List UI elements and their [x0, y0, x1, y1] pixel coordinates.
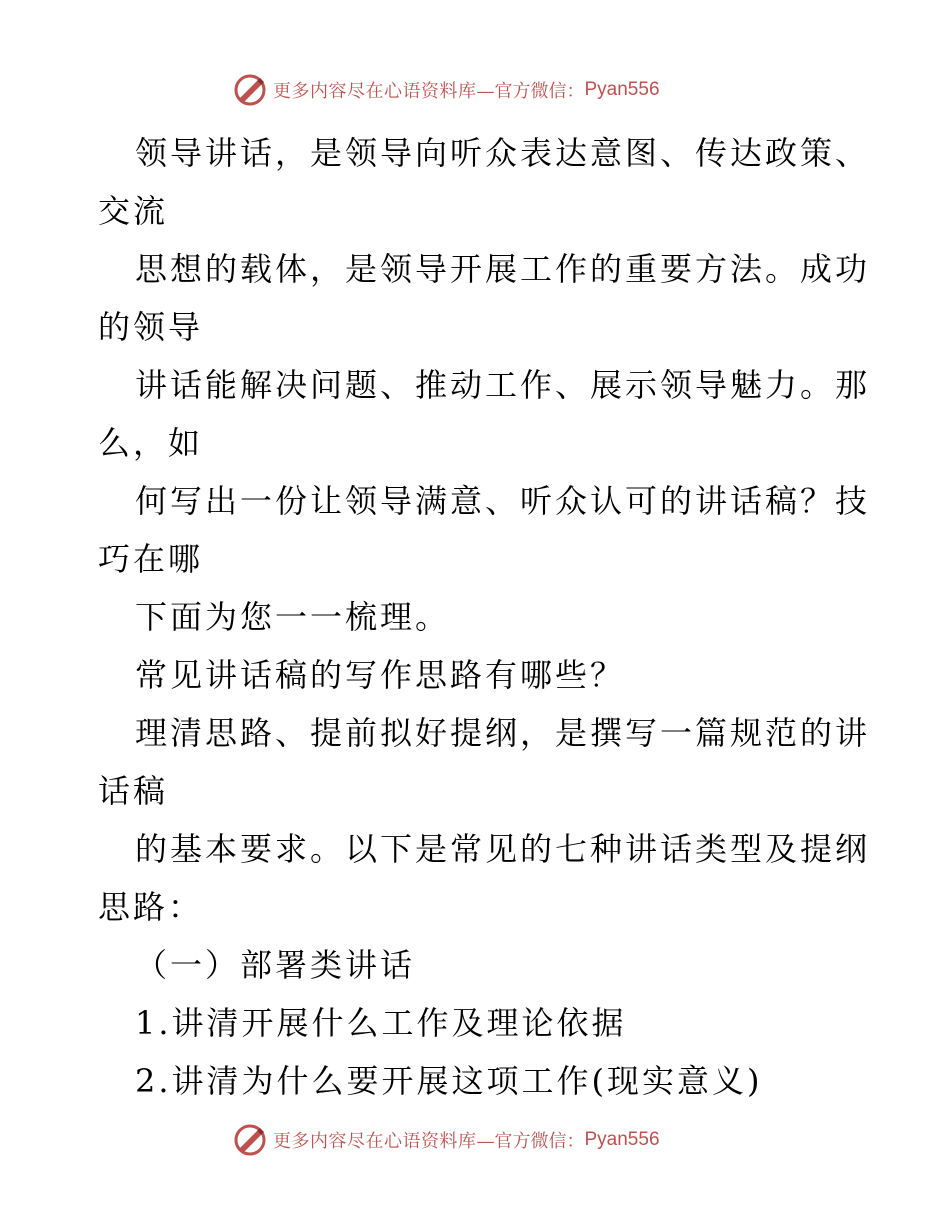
- watermark-separator: —官方微信：: [476, 81, 585, 102]
- pen-logo-icon: [233, 1123, 267, 1157]
- text-line: 话稿: [98, 772, 169, 810]
- section-heading: （一）部署类讲话: [135, 946, 416, 984]
- text-line: 交流: [98, 192, 169, 230]
- text-line: 思想的载体，是领导开展工作的重要方法。成功: [135, 250, 871, 288]
- text-line: 何写出一份让领导满意、听众认可的讲话稿？技: [135, 482, 871, 520]
- header-watermark: [233, 72, 660, 108]
- text-line: 领导讲话，是领导向听众表达意图、传达政策、: [135, 134, 871, 172]
- document-body: [98, 124, 871, 1110]
- text-line: 讲话能解决问题、推动工作、展示领导魅力。那: [135, 366, 871, 404]
- watermark-id: Pyan556: [584, 1129, 660, 1150]
- text-line: 的基本要求。以下是常见的七种讲话类型及提纲: [135, 830, 871, 868]
- watermark-separator: —官方微信：: [476, 1131, 585, 1152]
- text-line: 么，如: [98, 424, 204, 462]
- watermark-text: 更多内容尽在心语资料库: [273, 81, 477, 102]
- text-line: 下面为您一一梳理。: [135, 598, 451, 636]
- text-line: 的领导: [98, 308, 204, 346]
- list-item: 1.讲清开展什么工作及理论依据: [135, 1004, 627, 1042]
- pen-logo-icon: [233, 73, 267, 107]
- watermark-id: Pyan556: [584, 79, 660, 100]
- watermark-text: 更多内容尽在心语资料库: [273, 1131, 477, 1152]
- list-item: 2.讲清为什么要开展这项工作(现实意义): [135, 1062, 763, 1100]
- text-line: 常见讲话稿的写作思路有哪些？: [135, 656, 626, 694]
- text-line: 思路：: [98, 888, 204, 926]
- footer-watermark: [233, 1122, 660, 1158]
- text-line: 理清思路、提前拟好提纲，是撰写一篇规范的讲: [135, 714, 871, 752]
- text-line: 巧在哪: [98, 540, 204, 578]
